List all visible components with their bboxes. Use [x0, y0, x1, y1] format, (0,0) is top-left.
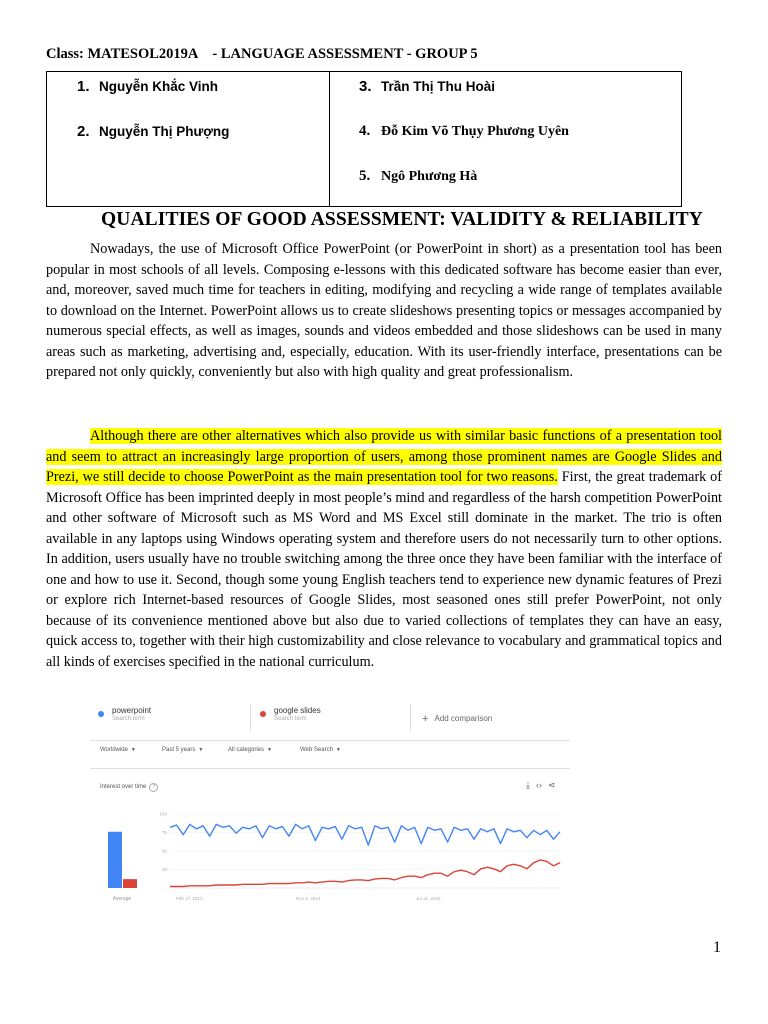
series-line-powerpoint [170, 824, 560, 845]
series-line-google-slides [170, 860, 560, 887]
filter-category: All categories ▼ [228, 747, 272, 753]
member-3: 3. Trần Thị Thu Hoài [359, 78, 495, 95]
member-4: 4. Đỗ Kim Võ Thụy Phương Uyên [359, 123, 569, 139]
y-tick-label: 25 [161, 867, 167, 872]
highlighted-text: Although there are other alternatives which also provide us with similar basic functions of a presentation tool and seem to attract an increasingly large proportion of users, among those prominent names are Google Slides and Prezi, we still decide to choose PowerPoint as the main presentation tool for two reasons. [46, 428, 722, 485]
filter-time: Past 5 years ▼ [162, 747, 204, 753]
table-divider [329, 72, 330, 206]
x-tick-label: Nov 9, 2014 [296, 896, 321, 901]
average-bar-powerpoint [108, 832, 122, 888]
member-1: 1. Nguyễn Khắc Vinh [77, 78, 219, 95]
plus-icon: + [422, 713, 429, 725]
share-icon: ⋖ [547, 780, 556, 790]
course-label: - LANGUAGE ASSESSMENT - GROUP 5 [212, 46, 478, 62]
paragraph-1: Nowadays, the use of Microsoft Office PowerPoint (or PowerPoint in short) as a presentation tool has been popular in most schools of all levels. Composing e-lessons with this dedicated software has become easier than ever, and, moreover, saved much time for teachers in editing, modifying and recycling a wide range of templates available to download on the Internet. PowerPoint allows us to create slideshows presenting topics or messages accompanied by numerous special effects, as well as images, sounds and videos embedded and those slideshows can be used in many areas such as marketing, advertising and, especially, education. With its user-friendly interface, presentations can be prepared not only quickly, conveniently but also with high quality and great professionalism. [46, 241, 722, 380]
y-tick-label: 50 [161, 848, 167, 854]
group-members-table [46, 71, 682, 207]
google-trends-figure [90, 700, 570, 906]
x-tick-label: Feb 17, 2013 [176, 896, 203, 901]
x-tick-label: Jul 31, 2016 [416, 896, 441, 901]
average-label: Average [112, 896, 132, 902]
chart-tools [520, 780, 556, 791]
class-header [46, 46, 736, 63]
filter-region: Worldwide ▼ [100, 747, 136, 753]
blue-dot-icon [98, 711, 104, 717]
document-title: QUALITIES OF GOOD ASSESSMENT: VALIDITY & RELIABILITY [101, 209, 703, 230]
trends-search-bar: powerpoint Search term google slides Search term + Add comparison [90, 700, 570, 736]
member-5: 5. Ngô Phương Hà [359, 168, 478, 184]
y-tick-label: 75 [161, 830, 167, 835]
class-label: Class: MATESOL2019A [46, 46, 199, 62]
red-dot-icon [260, 711, 266, 717]
paragraph-2-rest: First, the great trademark of Microsoft Office has been imprinted deeply in most people’s mind and regardless of the harsh competition PowerPoint and other software of Microsoft such as MS Word and MS Excel still dominate in the market. The trio is often available in any laptops using Windows operating system and therefore users do not necessarily turn to other options. In addition, users usually have no trouble switching among the three once they have been familiar with the interface of one and how to use it. Second, though some young English teachers tend to experience new dynamic features of Prezi or explore rich Internet-based resources of Google Slides, most seasoned ones still prefer PowerPoint, not only because of its convenience mentioned above but also due to varied collections of templates they can have an easy, quick access to, together with their high customizability and close relevance to vocabulary and grammatical topics and all kinds of exercises specified in the national curriculum. [46, 469, 722, 670]
paragraph-2 [46, 426, 722, 672]
interest-chart [90, 810, 570, 906]
y-tick-label: 100 [159, 811, 167, 817]
member-2: 2. Nguyễn Thị Phượng [77, 123, 230, 140]
trends-filters [100, 747, 560, 759]
filter-search-type: Web Search ▼ [300, 747, 341, 753]
embed-icon: ‹› [535, 780, 542, 790]
interest-over-time-label: Interest over time ? [100, 783, 158, 792]
average-bar-google-slides [123, 879, 137, 888]
download-icon: ⤓ [526, 780, 530, 790]
help-icon: ? [149, 783, 158, 792]
add-comparison-button: + Add comparison [422, 713, 493, 725]
page-number: 1 [713, 939, 721, 956]
